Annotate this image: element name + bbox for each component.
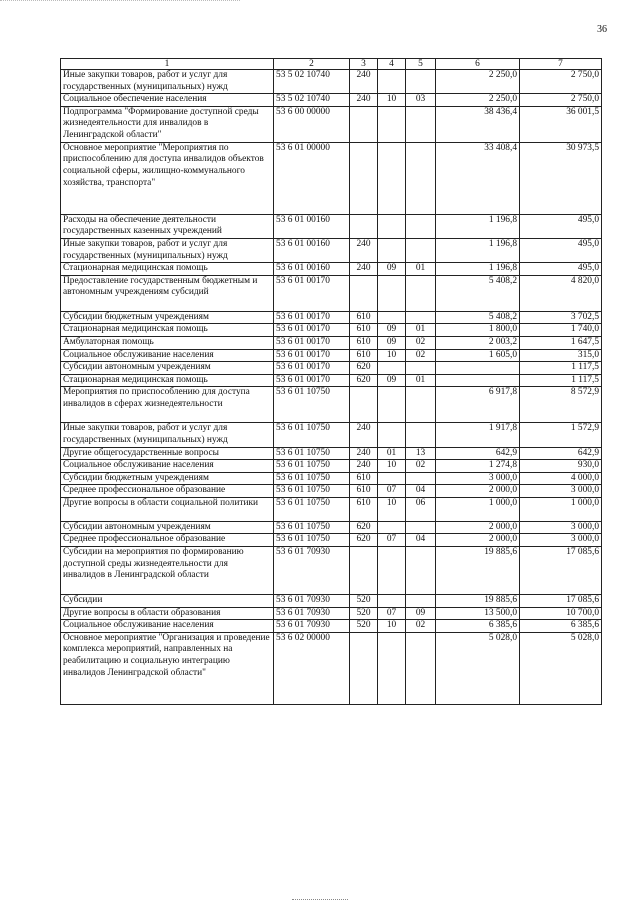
cell-amount-1: 1 274,8 [436, 460, 520, 473]
cell-code: 53 5 02 10740 [274, 70, 350, 94]
cell-amount-1: 1 196,8 [436, 238, 520, 262]
cell-name: Субсидии автономным учреждениям [61, 521, 274, 534]
cell-expense-type: 520 [350, 620, 378, 633]
table-row [61, 142, 602, 214]
table-row [61, 374, 602, 387]
cell-amount-1: 6 917,8 [436, 387, 520, 423]
cell-expense-type: 610 [350, 497, 378, 521]
cell-code: 53 6 01 10750 [274, 472, 350, 485]
cell-name: Основное мероприятие "Мероприятия по приспособлению для доступа инвалидов объектов социальной сферы, жилищно-коммунального хозяйства, транспорта" [61, 142, 274, 214]
cell-subsection: 02 [406, 620, 436, 633]
cell-amount-2: 495,0 [520, 214, 602, 238]
cell-name: Другие общегосударственные вопросы [61, 447, 274, 460]
cell-subsection: 01 [406, 263, 436, 276]
column-header: 7 [520, 59, 602, 70]
table-row [61, 94, 602, 107]
cell-expense-type: 620 [350, 534, 378, 547]
cell-expense-type: 620 [350, 521, 378, 534]
cell-amount-1: 2 000,0 [436, 534, 520, 547]
scan-edge-mark [292, 899, 348, 900]
cell-section [378, 632, 406, 704]
cell-section [378, 521, 406, 534]
table-row [61, 349, 602, 362]
cell-name: Основное мероприятие "Организация и проведение комплекса мероприятий, направленных на реабилитацию и социальную интеграцию инвалидов Ленинградской области" [61, 632, 274, 704]
column-header: 4 [378, 59, 406, 70]
cell-section: 07 [378, 534, 406, 547]
cell-expense-type: 240 [350, 447, 378, 460]
cell-amount-1: 33 408,4 [436, 142, 520, 214]
cell-expense-type: 610 [350, 485, 378, 498]
cell-expense-type: 620 [350, 374, 378, 387]
table-row [61, 534, 602, 547]
cell-section: 09 [378, 263, 406, 276]
cell-amount-2: 10 700,0 [520, 607, 602, 620]
cell-expense-type: 240 [350, 423, 378, 447]
table-row [61, 275, 602, 311]
table-row [61, 106, 602, 142]
cell-name: Стационарная медицинская помощь [61, 324, 274, 337]
cell-subsection [406, 423, 436, 447]
cell-code: 53 6 01 00160 [274, 214, 350, 238]
cell-subsection [406, 275, 436, 311]
column-header: 2 [274, 59, 350, 70]
cell-amount-1: 38 436,4 [436, 106, 520, 142]
cell-amount-2: 3 702,5 [520, 311, 602, 324]
table-row [61, 362, 602, 375]
cell-expense-type: 240 [350, 238, 378, 262]
cell-code: 53 6 00 00000 [274, 106, 350, 142]
cell-code: 53 6 01 00160 [274, 238, 350, 262]
cell-amount-1: 5 408,2 [436, 275, 520, 311]
table-row [61, 472, 602, 485]
cell-name: Стационарная медицинская помощь [61, 263, 274, 276]
table-row [61, 311, 602, 324]
cell-subsection [406, 70, 436, 94]
cell-subsection: 01 [406, 374, 436, 387]
cell-section: 10 [378, 497, 406, 521]
cell-subsection [406, 472, 436, 485]
cell-section: 10 [378, 349, 406, 362]
cell-section: 07 [378, 485, 406, 498]
cell-name: Подпрограмма "Формирование доступной среды жизнедеятельности для инвалидов в Ленинградской области" [61, 106, 274, 142]
cell-expense-type: 240 [350, 460, 378, 473]
cell-expense-type: 610 [350, 336, 378, 349]
cell-name: Иные закупки товаров, работ и услуг для государственных (муниципальных) нужд [61, 70, 274, 94]
cell-amount-2: 3 000,0 [520, 485, 602, 498]
cell-code: 53 6 01 10750 [274, 521, 350, 534]
cell-name: Амбулаторная помощь [61, 336, 274, 349]
cell-section [378, 214, 406, 238]
cell-expense-type: 520 [350, 595, 378, 608]
cell-name: Социальное обслуживание населения [61, 460, 274, 473]
cell-amount-1: 1 917,8 [436, 423, 520, 447]
cell-expense-type [350, 547, 378, 595]
table-row [61, 521, 602, 534]
table-row [61, 238, 602, 262]
cell-code: 53 6 01 70930 [274, 607, 350, 620]
cell-subsection [406, 142, 436, 214]
cell-amount-1: 1 000,0 [436, 497, 520, 521]
cell-amount-2: 1 740,0 [520, 324, 602, 337]
cell-section [378, 70, 406, 94]
cell-expense-type [350, 106, 378, 142]
cell-name: Другие вопросы в области образования [61, 607, 274, 620]
cell-name: Субсидии бюджетным учреждениям [61, 311, 274, 324]
cell-subsection [406, 547, 436, 595]
cell-code: 53 6 01 00170 [274, 324, 350, 337]
table-row [61, 336, 602, 349]
table-body [61, 70, 602, 705]
cell-expense-type: 240 [350, 70, 378, 94]
cell-subsection: 01 [406, 324, 436, 337]
cell-amount-1 [436, 362, 520, 375]
budget-table [60, 58, 602, 705]
cell-code: 53 6 01 70930 [274, 620, 350, 633]
cell-amount-1: 1 196,8 [436, 263, 520, 276]
cell-expense-type: 610 [350, 472, 378, 485]
cell-subsection: 04 [406, 534, 436, 547]
cell-amount-2: 30 973,5 [520, 142, 602, 214]
cell-subsection [406, 311, 436, 324]
cell-expense-type: 520 [350, 607, 378, 620]
cell-amount-1: 2 250,0 [436, 94, 520, 107]
cell-expense-type [350, 214, 378, 238]
cell-amount-1: 2 000,0 [436, 521, 520, 534]
cell-amount-2: 8 572,9 [520, 387, 602, 423]
cell-code: 53 6 01 00170 [274, 374, 350, 387]
table-row [61, 447, 602, 460]
cell-name: Субсидии бюджетным учреждениям [61, 472, 274, 485]
cell-amount-1: 13 500,0 [436, 607, 520, 620]
cell-subsection: 02 [406, 460, 436, 473]
cell-name: Мероприятия по приспособлению для доступа инвалидов в сферах жизнедеятельности [61, 387, 274, 423]
cell-subsection [406, 214, 436, 238]
cell-amount-2: 495,0 [520, 238, 602, 262]
cell-name: Иные закупки товаров, работ и услуг для государственных (муниципальных) нужд [61, 423, 274, 447]
table-row [61, 632, 602, 704]
cell-expense-type: 240 [350, 94, 378, 107]
cell-name: Среднее профессиональное образование [61, 534, 274, 547]
cell-code: 53 6 01 10750 [274, 423, 350, 447]
cell-subsection [406, 362, 436, 375]
cell-amount-1: 2 000,0 [436, 485, 520, 498]
table-row [61, 620, 602, 633]
cell-subsection: 09 [406, 607, 436, 620]
table-row [61, 70, 602, 94]
table-row [61, 324, 602, 337]
cell-section [378, 142, 406, 214]
cell-name: Среднее профессиональное образование [61, 485, 274, 498]
cell-amount-1: 6 385,6 [436, 620, 520, 633]
cell-code: 53 6 01 00160 [274, 263, 350, 276]
cell-amount-1: 1 800,0 [436, 324, 520, 337]
cell-subsection [406, 632, 436, 704]
cell-section: 09 [378, 374, 406, 387]
cell-amount-2: 1 117,5 [520, 362, 602, 375]
cell-section: 07 [378, 607, 406, 620]
cell-section [378, 238, 406, 262]
cell-section: 10 [378, 620, 406, 633]
cell-code: 53 5 02 10740 [274, 94, 350, 107]
cell-name: Субсидии [61, 595, 274, 608]
cell-code: 53 6 01 70930 [274, 547, 350, 595]
cell-code: 53 6 01 10750 [274, 460, 350, 473]
cell-name: Социальное обслуживание населения [61, 349, 274, 362]
table-row [61, 497, 602, 521]
cell-amount-1: 5 028,0 [436, 632, 520, 704]
cell-subsection: 13 [406, 447, 436, 460]
cell-amount-1: 3 000,0 [436, 472, 520, 485]
cell-section: 09 [378, 324, 406, 337]
cell-subsection [406, 387, 436, 423]
cell-section [378, 387, 406, 423]
cell-section [378, 595, 406, 608]
column-header: 1 [61, 59, 274, 70]
cell-amount-2: 930,0 [520, 460, 602, 473]
cell-name: Стационарная медицинская помощь [61, 374, 274, 387]
cell-section [378, 311, 406, 324]
column-header: 6 [436, 59, 520, 70]
header-row [61, 59, 602, 70]
cell-name: Предоставление государственным бюджетным и автономным учреждениям субсидий [61, 275, 274, 311]
cell-subsection [406, 595, 436, 608]
cell-expense-type: 240 [350, 263, 378, 276]
cell-name: Социальное обеспечение населения [61, 94, 274, 107]
cell-code: 53 6 01 10750 [274, 534, 350, 547]
cell-subsection [406, 521, 436, 534]
cell-code: 53 6 01 00170 [274, 336, 350, 349]
cell-section: 10 [378, 460, 406, 473]
cell-amount-2: 495,0 [520, 263, 602, 276]
cell-section [378, 472, 406, 485]
cell-amount-2: 3 000,0 [520, 521, 602, 534]
cell-code: 53 6 01 00170 [274, 275, 350, 311]
cell-expense-type: 610 [350, 349, 378, 362]
cell-name: Иные закупки товаров, работ и услуг для государственных (муниципальных) нужд [61, 238, 274, 262]
cell-subsection: 03 [406, 94, 436, 107]
table-row [61, 263, 602, 276]
cell-amount-1: 19 885,6 [436, 547, 520, 595]
cell-amount-1: 642,9 [436, 447, 520, 460]
cell-code: 53 6 01 70930 [274, 595, 350, 608]
table-row [61, 485, 602, 498]
cell-expense-type: 620 [350, 362, 378, 375]
cell-expense-type [350, 275, 378, 311]
cell-amount-2: 1 117,5 [520, 374, 602, 387]
cell-code: 53 6 01 00170 [274, 349, 350, 362]
table-row [61, 607, 602, 620]
cell-code: 53 6 02 00000 [274, 632, 350, 704]
page-number: 36 [597, 24, 607, 35]
cell-amount-2: 36 001,5 [520, 106, 602, 142]
table-row [61, 595, 602, 608]
cell-expense-type: 610 [350, 311, 378, 324]
cell-code: 53 6 01 10750 [274, 447, 350, 460]
table-row [61, 214, 602, 238]
cell-subsection: 06 [406, 497, 436, 521]
cell-subsection [406, 106, 436, 142]
cell-code: 53 6 01 00170 [274, 311, 350, 324]
cell-name: Социальное обслуживание населения [61, 620, 274, 633]
cell-name: Другие вопросы в области социальной политики [61, 497, 274, 521]
cell-code: 53 6 01 10750 [274, 485, 350, 498]
scan-edge-mark [0, 0, 240, 1]
table-row [61, 460, 602, 473]
cell-section [378, 423, 406, 447]
cell-name: Субсидии автономным учреждениям [61, 362, 274, 375]
cell-amount-2: 4 000,0 [520, 472, 602, 485]
cell-subsection: 02 [406, 349, 436, 362]
cell-section [378, 106, 406, 142]
cell-amount-1 [436, 374, 520, 387]
cell-section: 01 [378, 447, 406, 460]
cell-amount-1: 1 605,0 [436, 349, 520, 362]
table-row [61, 387, 602, 423]
column-header: 5 [406, 59, 436, 70]
cell-amount-2: 3 000,0 [520, 534, 602, 547]
cell-amount-2: 4 820,0 [520, 275, 602, 311]
cell-amount-2: 17 085,6 [520, 595, 602, 608]
cell-code: 53 6 01 10750 [274, 387, 350, 423]
cell-amount-1: 19 885,6 [436, 595, 520, 608]
cell-expense-type: 610 [350, 324, 378, 337]
cell-amount-2: 642,9 [520, 447, 602, 460]
cell-amount-2: 1 000,0 [520, 497, 602, 521]
cell-section: 09 [378, 336, 406, 349]
cell-section [378, 275, 406, 311]
cell-code: 53 6 01 00170 [274, 362, 350, 375]
cell-expense-type [350, 142, 378, 214]
cell-name: Субсидии на мероприятия по формированию доступной среды жизнедеятельности для инвалидов в Ленинградской области [61, 547, 274, 595]
cell-amount-2: 1 572,9 [520, 423, 602, 447]
table-row [61, 423, 602, 447]
cell-subsection: 04 [406, 485, 436, 498]
cell-name: Расходы на обеспечение деятельности государственных казенных учреждений [61, 214, 274, 238]
cell-amount-2: 2 750,0 [520, 94, 602, 107]
cell-subsection [406, 238, 436, 262]
cell-section: 10 [378, 94, 406, 107]
cell-section [378, 362, 406, 375]
cell-amount-1: 2 003,2 [436, 336, 520, 349]
cell-amount-1: 2 250,0 [436, 70, 520, 94]
cell-amount-2: 2 750,0 [520, 70, 602, 94]
column-header: 3 [350, 59, 378, 70]
cell-expense-type [350, 632, 378, 704]
cell-expense-type [350, 387, 378, 423]
table-row [61, 547, 602, 595]
cell-code: 53 6 01 10750 [274, 497, 350, 521]
cell-amount-1: 1 196,8 [436, 214, 520, 238]
cell-amount-2: 315,0 [520, 349, 602, 362]
cell-amount-1: 5 408,2 [436, 311, 520, 324]
cell-amount-2: 5 028,0 [520, 632, 602, 704]
cell-code: 53 6 01 00000 [274, 142, 350, 214]
cell-amount-2: 6 385,6 [520, 620, 602, 633]
cell-amount-2: 17 085,6 [520, 547, 602, 595]
cell-subsection: 02 [406, 336, 436, 349]
cell-amount-2: 1 647,5 [520, 336, 602, 349]
cell-section [378, 547, 406, 595]
